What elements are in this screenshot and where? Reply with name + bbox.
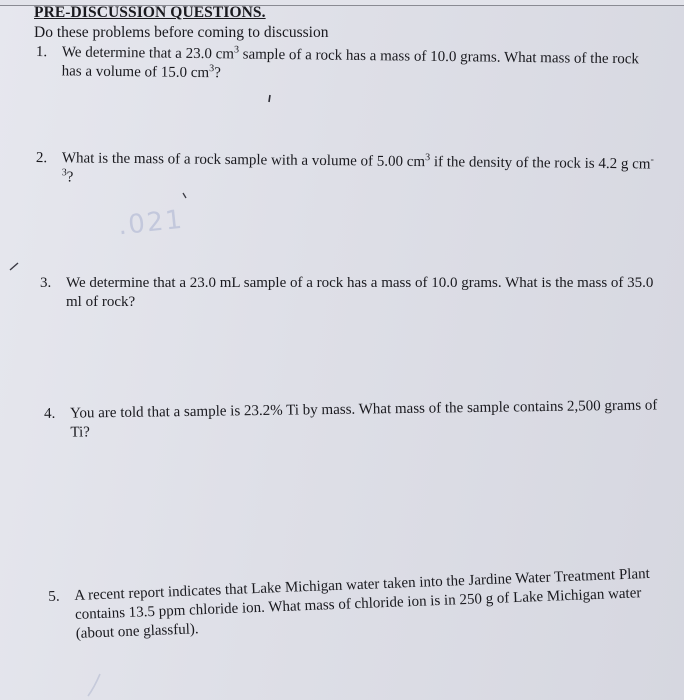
- question-text-part: What is the mass of a rock sample with a volume of 5.00 cm: [61, 150, 426, 171]
- handwritten-answer: .021: [116, 204, 186, 242]
- superscript: 3: [209, 63, 215, 75]
- question-1: [35, 43, 655, 93]
- pencil-mark: [266, 94, 274, 104]
- page-subtitle: Do these problems before coming to discussion: [34, 24, 329, 41]
- pencil-mark: [8, 262, 20, 272]
- question-3: [40, 274, 670, 316]
- superscript: -3: [61, 154, 654, 179]
- page-title: PRE-DISCUSSION QUESTIONS.: [34, 4, 266, 21]
- question-text: [62, 149, 662, 193]
- question-text-part: We determine that a 23.0 cm: [61, 44, 235, 63]
- question-5: [48, 564, 670, 652]
- question-number: 5.: [48, 588, 60, 605]
- question-text-part: if the density of the rock is 4.2 g cm: [430, 154, 651, 173]
- pencil-mark: [181, 192, 189, 200]
- question-text-part: ?: [214, 65, 221, 82]
- question-text: [62, 43, 652, 88]
- question-text: A recent report indicates that Lake Michigan water taken into the Jardine Water Treatment Plant contains 13.5 ppm chloride ion. What mass of chloride ion is in 250 g of Lake Michigan water (about one glassful).: [74, 565, 651, 642]
- question-2: [36, 149, 666, 198]
- question-4: [44, 396, 665, 447]
- question-number: 1.: [35, 43, 48, 61]
- question-number: 2.: [35, 149, 48, 167]
- question-text: We determine that a 23.0 mL sample of a rock has a mass of 10.0 grams. What is the mass of 35.0 ml of rock?: [66, 275, 654, 310]
- question-number: 4.: [44, 405, 56, 422]
- superscript: 3: [233, 44, 240, 56]
- question-text: You are told that a sample is 23.2% Ti by mass. What mass of the sample contains 2,500 grams of Ti?: [70, 397, 658, 441]
- superscript: 3: [425, 152, 431, 164]
- pencil-mark: [84, 672, 104, 698]
- question-text-part: ?: [66, 169, 74, 186]
- question-number: 3.: [40, 275, 52, 291]
- question-text-part: sample of a rock has a mass of 10.0 grams. What mass of the rock has a volume of 15.0 cm: [61, 46, 640, 82]
